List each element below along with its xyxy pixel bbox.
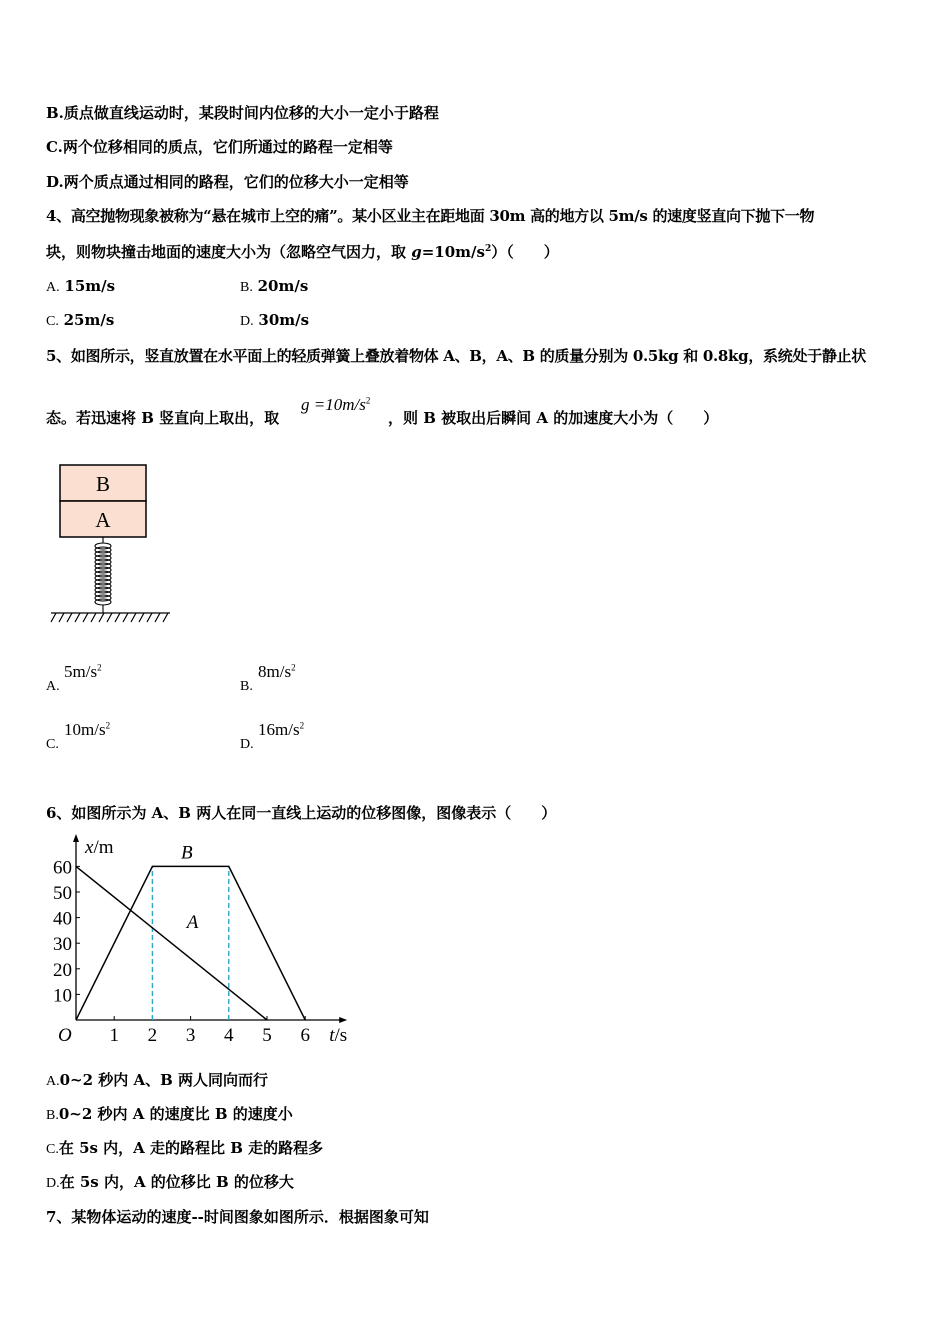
- q3-option-b: B.质点做直线运动时，某段时间内位移的大小一定小于路程: [46, 104, 439, 122]
- option-letter: A.: [46, 280, 60, 295]
- option-letter: B.: [46, 1108, 59, 1123]
- q5-option-a-letter[interactable]: [46, 676, 60, 695]
- series-b-line: [76, 866, 305, 1020]
- option-letter: D.: [240, 314, 254, 329]
- option-letter: B.: [240, 280, 253, 295]
- q6-option-b[interactable]: [46, 1103, 293, 1124]
- option-letter: C.: [46, 1142, 59, 1157]
- y-tick-label: 60: [53, 857, 72, 879]
- option-exponent: 2: [291, 662, 296, 673]
- q4-g-symbol: g: [411, 243, 422, 261]
- option-letter: A.: [46, 679, 60, 694]
- option-letter: C.: [46, 737, 59, 752]
- option-letter: D.: [46, 1176, 60, 1191]
- displacement-time-chart: [40, 832, 360, 1050]
- y-tick-label: 50: [53, 883, 72, 904]
- series-b-label: B: [180, 842, 193, 864]
- q4-g-exponent: 2: [484, 244, 492, 254]
- q3-option-c: C.两个位移相同的质点，它们所通过的路程一定相等: [46, 138, 393, 156]
- q5-option-d-letter[interactable]: [240, 734, 254, 753]
- q5-option-d[interactable]: [258, 720, 304, 740]
- q5-g-exponent: 2: [365, 395, 371, 406]
- spring-icon: [95, 537, 111, 613]
- block-b-label: B: [95, 472, 111, 496]
- option-value: 10m/s: [64, 720, 106, 739]
- q4-option-c[interactable]: [46, 311, 114, 330]
- spring-block-figure: [48, 460, 178, 630]
- q5-g-formula: [301, 395, 370, 415]
- q4-stem-end: ）（ ）: [491, 243, 559, 261]
- option-exponent: 2: [97, 662, 102, 673]
- y-tick-label: 30: [53, 934, 72, 956]
- option-value: 30m/s: [258, 311, 310, 329]
- option-text: 在 5s 内，A 走的路程比 B 走的路程多: [58, 1139, 324, 1157]
- origin-label: O: [58, 1025, 72, 1046]
- q4-option-d[interactable]: [240, 311, 309, 330]
- option-exponent: 2: [105, 720, 111, 731]
- q5-option-a[interactable]: [64, 662, 102, 682]
- q5-option-c[interactable]: [64, 720, 110, 740]
- q4-stem-line2: [46, 241, 559, 262]
- q5-stem-line1: 5、如图所示，竖直放置在水平面上的轻质弹簧上叠放着物体 A、B，A、B 的质量分别为 0.5kg 和 0.8kg，系统处于静止状: [46, 347, 866, 365]
- q6-option-c[interactable]: [46, 1137, 323, 1158]
- q7-stem: 7、某物体运动的速度--时间图象如图所示．根据图象可知: [46, 1208, 429, 1226]
- y-axis-label: x/m: [85, 837, 114, 858]
- x-tick-label: 1: [109, 1025, 119, 1046]
- q4-stem-text: 块，则物块撞击地面的速度大小为（忽略空气因力，取: [46, 243, 412, 261]
- option-value: 16m/s: [258, 720, 300, 739]
- q4-option-b[interactable]: [240, 277, 308, 296]
- q5-option-c-letter[interactable]: [46, 734, 59, 753]
- series-a-label: A: [186, 911, 199, 933]
- option-letter: C.: [46, 314, 59, 329]
- q4-stem-line1: 4、高空抛物现象被称为“悬在城市上空的痛”。某小区业主在距地面 30m 高的地方以 5m/s 的速度竖直向下抛下一物: [46, 207, 815, 225]
- option-text: 0~2 秒内 A 的速度比 B 的速度小: [58, 1105, 293, 1123]
- q4-g-value: =10m/s: [421, 243, 485, 261]
- x-tick-label: 6: [300, 1025, 310, 1046]
- q5-stem-line2: 态。若迅速将 B 竖直向上取出，取: [46, 409, 280, 427]
- q6-option-a[interactable]: [46, 1069, 268, 1090]
- q5-g-value: g =10m/s: [301, 395, 366, 414]
- option-letter: B.: [240, 679, 253, 694]
- q5-option-b-letter[interactable]: [240, 676, 253, 695]
- option-letter: D.: [240, 737, 254, 752]
- x-axis-arrow-icon: [339, 1017, 347, 1023]
- option-value: 8m/s: [258, 662, 292, 681]
- q6-option-d[interactable]: [46, 1171, 294, 1192]
- y-axis-arrow-icon: [73, 834, 79, 842]
- option-value: 25m/s: [63, 311, 115, 329]
- option-letter: A.: [46, 1074, 60, 1089]
- q4-option-a[interactable]: [46, 277, 115, 296]
- option-exponent: 2: [299, 720, 305, 731]
- option-value: 15m/s: [64, 277, 116, 295]
- option-text: 在 5s 内，A 的位移比 B 的位移大: [59, 1173, 294, 1191]
- block-a-label: A: [95, 508, 111, 532]
- q6-stem: 6、如图所示为 A、B 两人在同一直线上运动的位移图像，图像表示（ ）: [46, 804, 557, 822]
- series-a-line: [76, 866, 267, 1020]
- q3-option-d: D.两个质点通过相同的路程，它们的位移大小一定相等: [46, 173, 409, 191]
- x-tick-label: 5: [262, 1025, 272, 1046]
- option-value: 20m/s: [257, 277, 309, 295]
- y-tick-label: 40: [53, 908, 72, 930]
- option-text: 0~2 秒内 A、B 两人同向而行: [59, 1071, 269, 1089]
- y-tick-label: 20: [53, 959, 72, 981]
- option-value: 5m/s: [64, 662, 98, 681]
- x-tick-label: 4: [224, 1025, 234, 1046]
- x-tick-label: 2: [147, 1025, 158, 1046]
- x-axis-label: t/s: [329, 1025, 348, 1046]
- x-tick-label: 3: [185, 1025, 196, 1046]
- ground-hatch: [51, 613, 170, 622]
- q5-stem-line2-end: ，则 B 被取出后瞬间 A 的加速度大小为（ ）: [388, 409, 719, 427]
- y-tick-label: 10: [53, 985, 72, 1007]
- q5-option-b[interactable]: [258, 662, 296, 682]
